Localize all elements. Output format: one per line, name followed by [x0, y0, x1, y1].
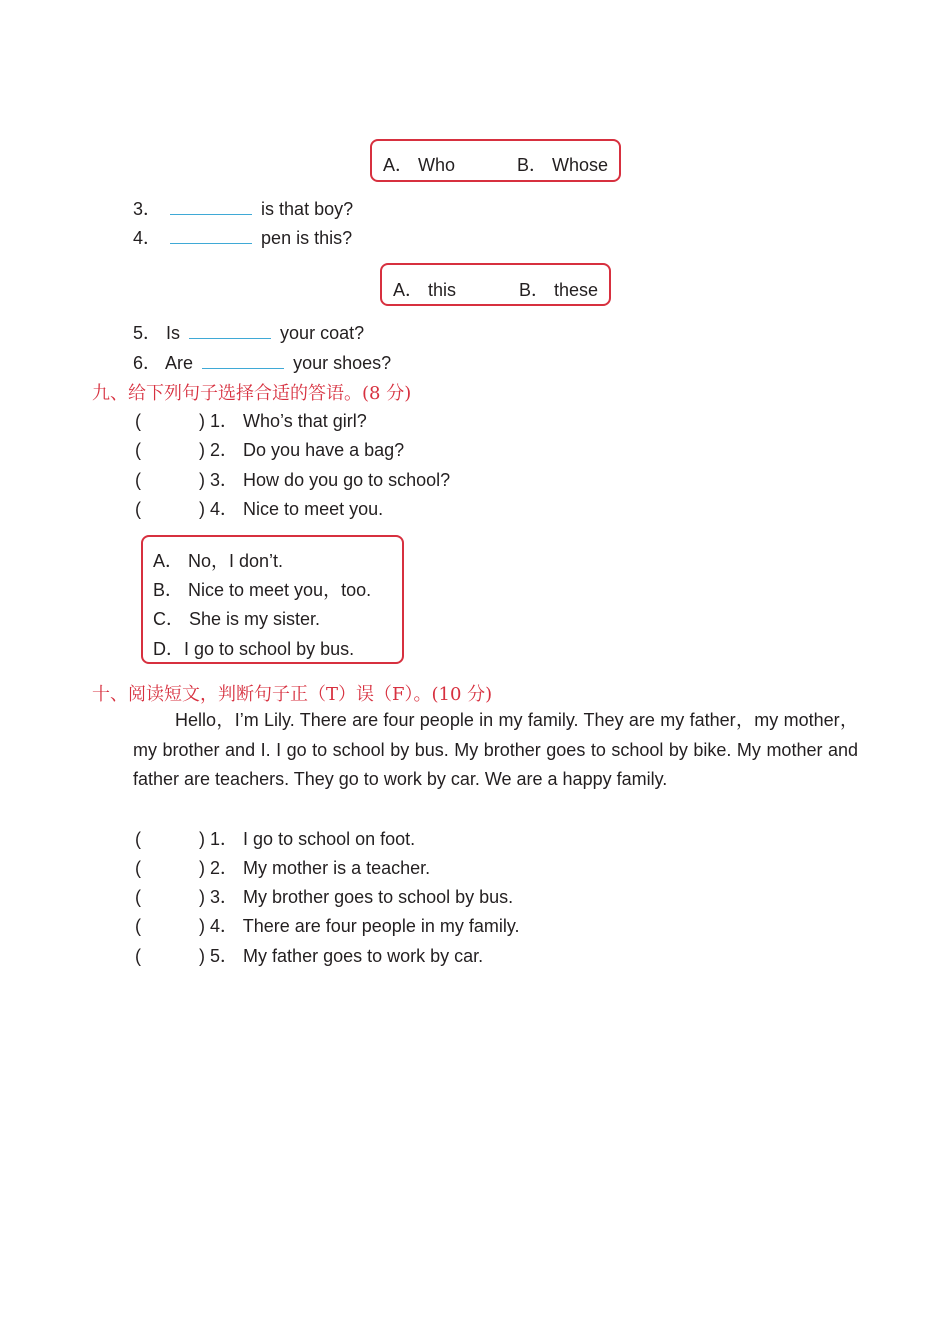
option-box-who-whose: [370, 139, 621, 182]
option-b: B． these: [519, 280, 599, 300]
answer-paren[interactable]: ( ): [135, 440, 205, 460]
section-10-item-4: [135, 915, 520, 937]
item-text: My father goes to work by car.: [243, 946, 484, 966]
answer-paren[interactable]: ( ): [135, 858, 205, 878]
answer-paren[interactable]: ( ): [135, 499, 205, 519]
option-a: A． Who: [383, 155, 456, 175]
section-9-item-1: [135, 410, 367, 432]
section-9-options-box: [141, 535, 404, 664]
item-number: 1．: [210, 829, 239, 849]
answer-paren[interactable]: ( ): [135, 411, 205, 431]
option-a: A． this: [393, 280, 457, 300]
question-text: 6． Are: [133, 353, 194, 373]
answer-paren[interactable]: ( ): [135, 887, 205, 907]
section-10-heading: 十、阅读短文，判断句子正（T）误（F）。(10 分): [92, 684, 493, 705]
item-number: 4．: [210, 499, 239, 519]
item-text: How do you go to school?: [243, 470, 451, 490]
question-5: [133, 322, 364, 344]
section-9-item-4: [135, 498, 383, 520]
item-number: 4．: [210, 916, 239, 936]
option-b: B． Nice to meet you，too.: [153, 580, 372, 600]
section-10-item-1: [135, 828, 415, 850]
section-9-item-2: [135, 439, 404, 461]
section-10-item-5: [135, 945, 483, 967]
item-text: Who’s that girl?: [243, 411, 367, 431]
item-text: I go to school on foot.: [243, 829, 416, 849]
section-10-item-2: [135, 857, 430, 879]
reading-passage: Hello，I’m Lily. There are four people in my family. They are my father，my mother，my brother and I. I go to school by bus. My brother goes to school by bike. My mother and father are teachers. They go to work by car. We are a happy family.: [133, 710, 858, 789]
item-text: There are four people in my family.: [242, 916, 520, 936]
option-box-this-these: [380, 263, 611, 306]
question-text: your coat?: [280, 323, 365, 343]
question-4: [133, 227, 352, 249]
answer-paren[interactable]: ( ): [135, 946, 205, 966]
question-text: your shoes?: [293, 353, 392, 373]
item-number: 1．: [210, 411, 239, 431]
answer-blank[interactable]: [170, 198, 252, 215]
item-text: Nice to meet you.: [243, 499, 384, 519]
answer-paren[interactable]: ( ): [135, 829, 205, 849]
answer-paren[interactable]: ( ): [135, 470, 205, 490]
option-a: A． No，I don’t.: [153, 551, 284, 571]
item-number: 2．: [210, 858, 239, 878]
answer-blank[interactable]: [202, 352, 284, 369]
item-text: Do you have a bag?: [243, 440, 405, 460]
option-d: D．I go to school by bus.: [153, 639, 355, 659]
item-number: 3．: [210, 887, 239, 907]
item-number: 3．: [210, 470, 239, 490]
option-c: C． She is my sister.: [153, 609, 321, 629]
answer-paren[interactable]: ( ): [135, 916, 205, 936]
question-6: [133, 352, 391, 374]
question-number: 3．: [133, 199, 162, 219]
answer-blank[interactable]: [189, 322, 271, 339]
section-9-heading: 九、给下列句子选择合适的答语。(8 分): [92, 383, 412, 404]
section-9-item-3: [135, 469, 450, 491]
item-number: 2．: [210, 440, 239, 460]
item-text: My brother goes to school by bus.: [243, 887, 514, 907]
question-text: pen is this?: [261, 228, 353, 248]
question-number: 4．: [133, 228, 162, 248]
answer-blank[interactable]: [170, 227, 252, 244]
item-number: 5．: [210, 946, 239, 966]
question-text: is that boy?: [261, 199, 354, 219]
question-text: 5． Is: [133, 323, 181, 343]
section-10-item-3: [135, 886, 513, 908]
question-3: [133, 198, 353, 220]
item-text: My mother is a teacher.: [243, 858, 431, 878]
option-b: B． Whose: [517, 155, 609, 175]
